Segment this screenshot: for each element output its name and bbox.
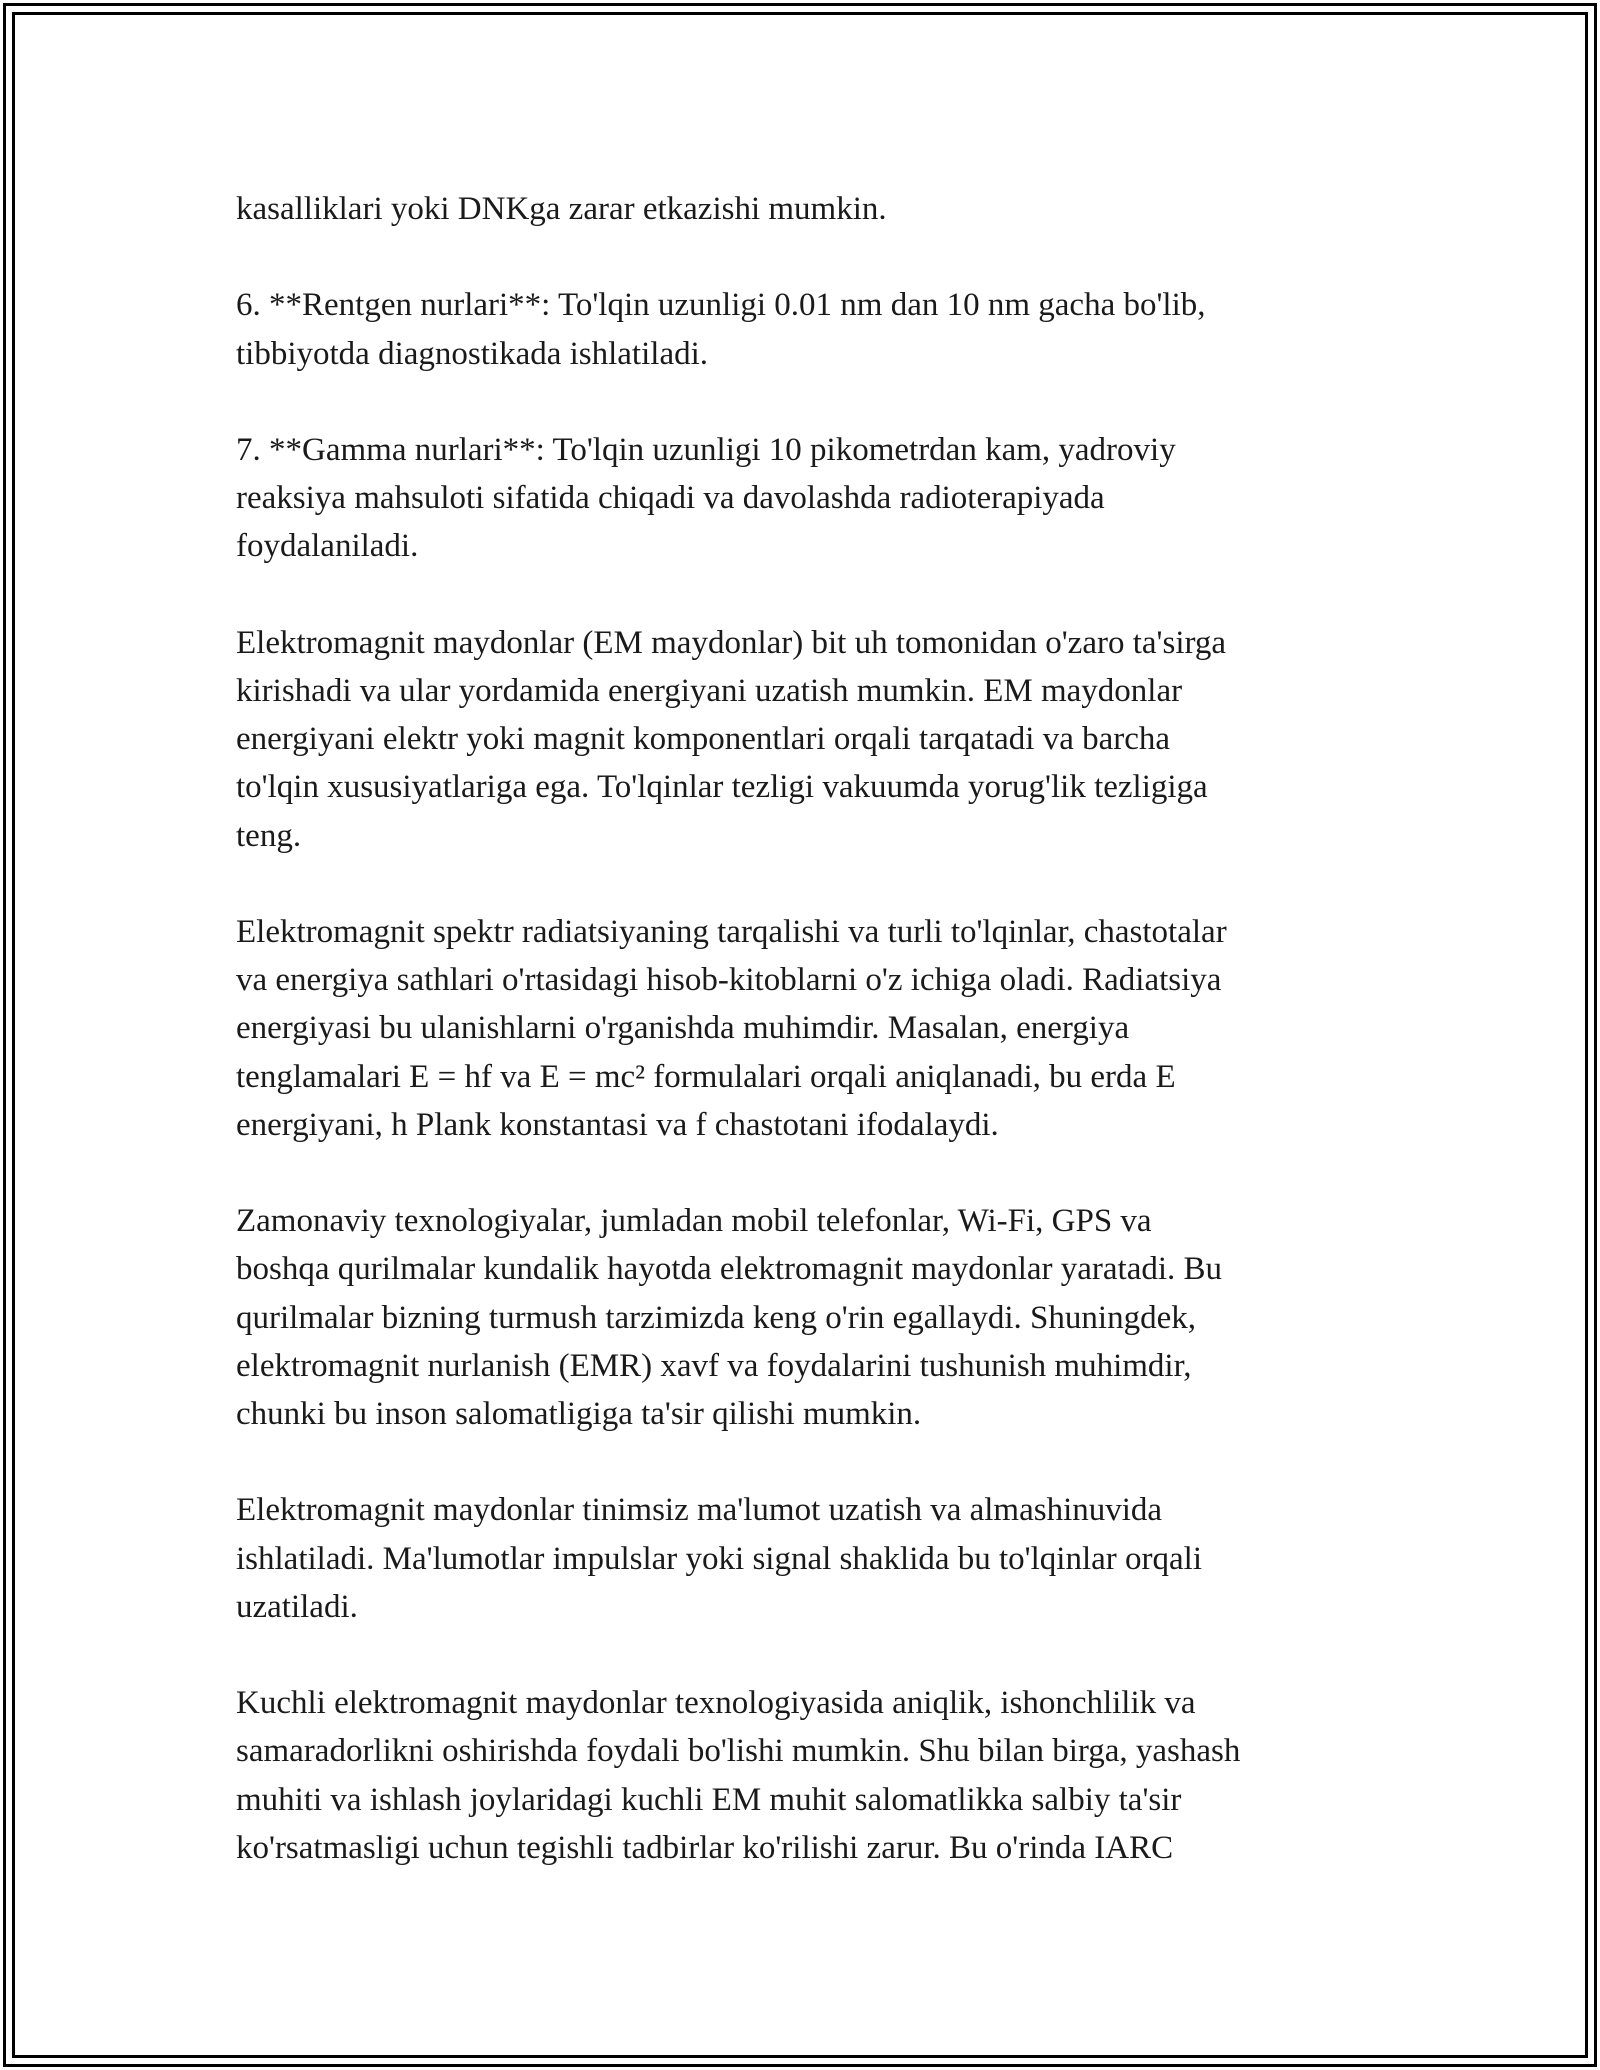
paragraph-1: kasalliklari yoki DNKga zarar etkazishi mumkin. xyxy=(236,191,887,227)
paragraph-3: 7. **Gamma nurlari**: To'lqin uzunligi 10 pikometrdan kam, yadroviy reaksiya mahsuloti sifatida chiqadi va davolashda radioterapiyada foydalaniladi. xyxy=(236,431,1176,565)
paragraph-6: Zamonaviy texnologiyalar, jumladan mobil telefonlar, Wi-Fi, GPS va boshqa qurilmalar kundalik hayotda elektromagnit maydonlar yaratadi. Bu qurilmalar bizning turmush tarzimizda keng o'rin egallaydi. Shuningdek, elektromagnit nurlanish (EMR) xavf va foydalarini tushunish muhimdir, chunki bu inson salomatligiga ta'sir qilishi mumkin. xyxy=(236,1203,1223,1432)
paragraph-4: Elektromagnit maydonlar (EM maydonlar) bit uh tomonidan o'zaro ta'sirga kirishadi va ular yordamida energiyani uzatish mumkin. EM maydonlar energiyani elektr yoki magnit komponentlari orqali tarqatadi va barcha to'lqin xususiyatlariga ega. To'lqinlar tezligi vakuumda yorug'lik tezligiga teng. xyxy=(236,624,1227,854)
paragraph-5: Elektromagnit spektr radiatsiyaning tarqalishi va turli to'lqinlar, chastotalar va energiya sathlari o'rtasidagi hisob-kitoblarni o'z ichiga oladi. Radiatsiya energiyasi bu ulanishlarni o'rganishda muhimdir. Masalan, energiya tenglamalari E = hf va E = mc² formulalari orqali aniqlanadi, bu erda E energiyani, h Plank konstantasi va f chastotani ifodalaydi. xyxy=(236,913,1227,1143)
paragraph-7: Elektromagnit maydonlar tinimsiz ma'lumot uzatish va almashinuvida ishlatiladi. Ma'lumotlar impulslar yoki signal shaklida bu to'lqinlar orqali uzatiladi. xyxy=(236,1492,1202,1625)
paragraph-8: Kuchli elektromagnit maydonlar texnologiyasida aniqlik, ishonchlilik va samaradorlikni oshirishda foydali bo'lishi mumkin. Shu bilan birga, yashash muhiti va ishlash joylaridagi kuchli EM muhit salomatlikka salbiy ta'sir ko'rsatmasligi uchun tegishli tadbirlar ko'rilishi zarur. Bu o'rinda IARC xyxy=(236,1685,1241,1866)
document-body xyxy=(236,185,1366,1872)
paragraph-2: 6. **Rentgen nurlari**: To'lqin uzunligi 0.01 nm dan 10 nm gacha bo'lib, tibbiyotda diagnostikada ishlatiladi. xyxy=(236,287,1206,372)
